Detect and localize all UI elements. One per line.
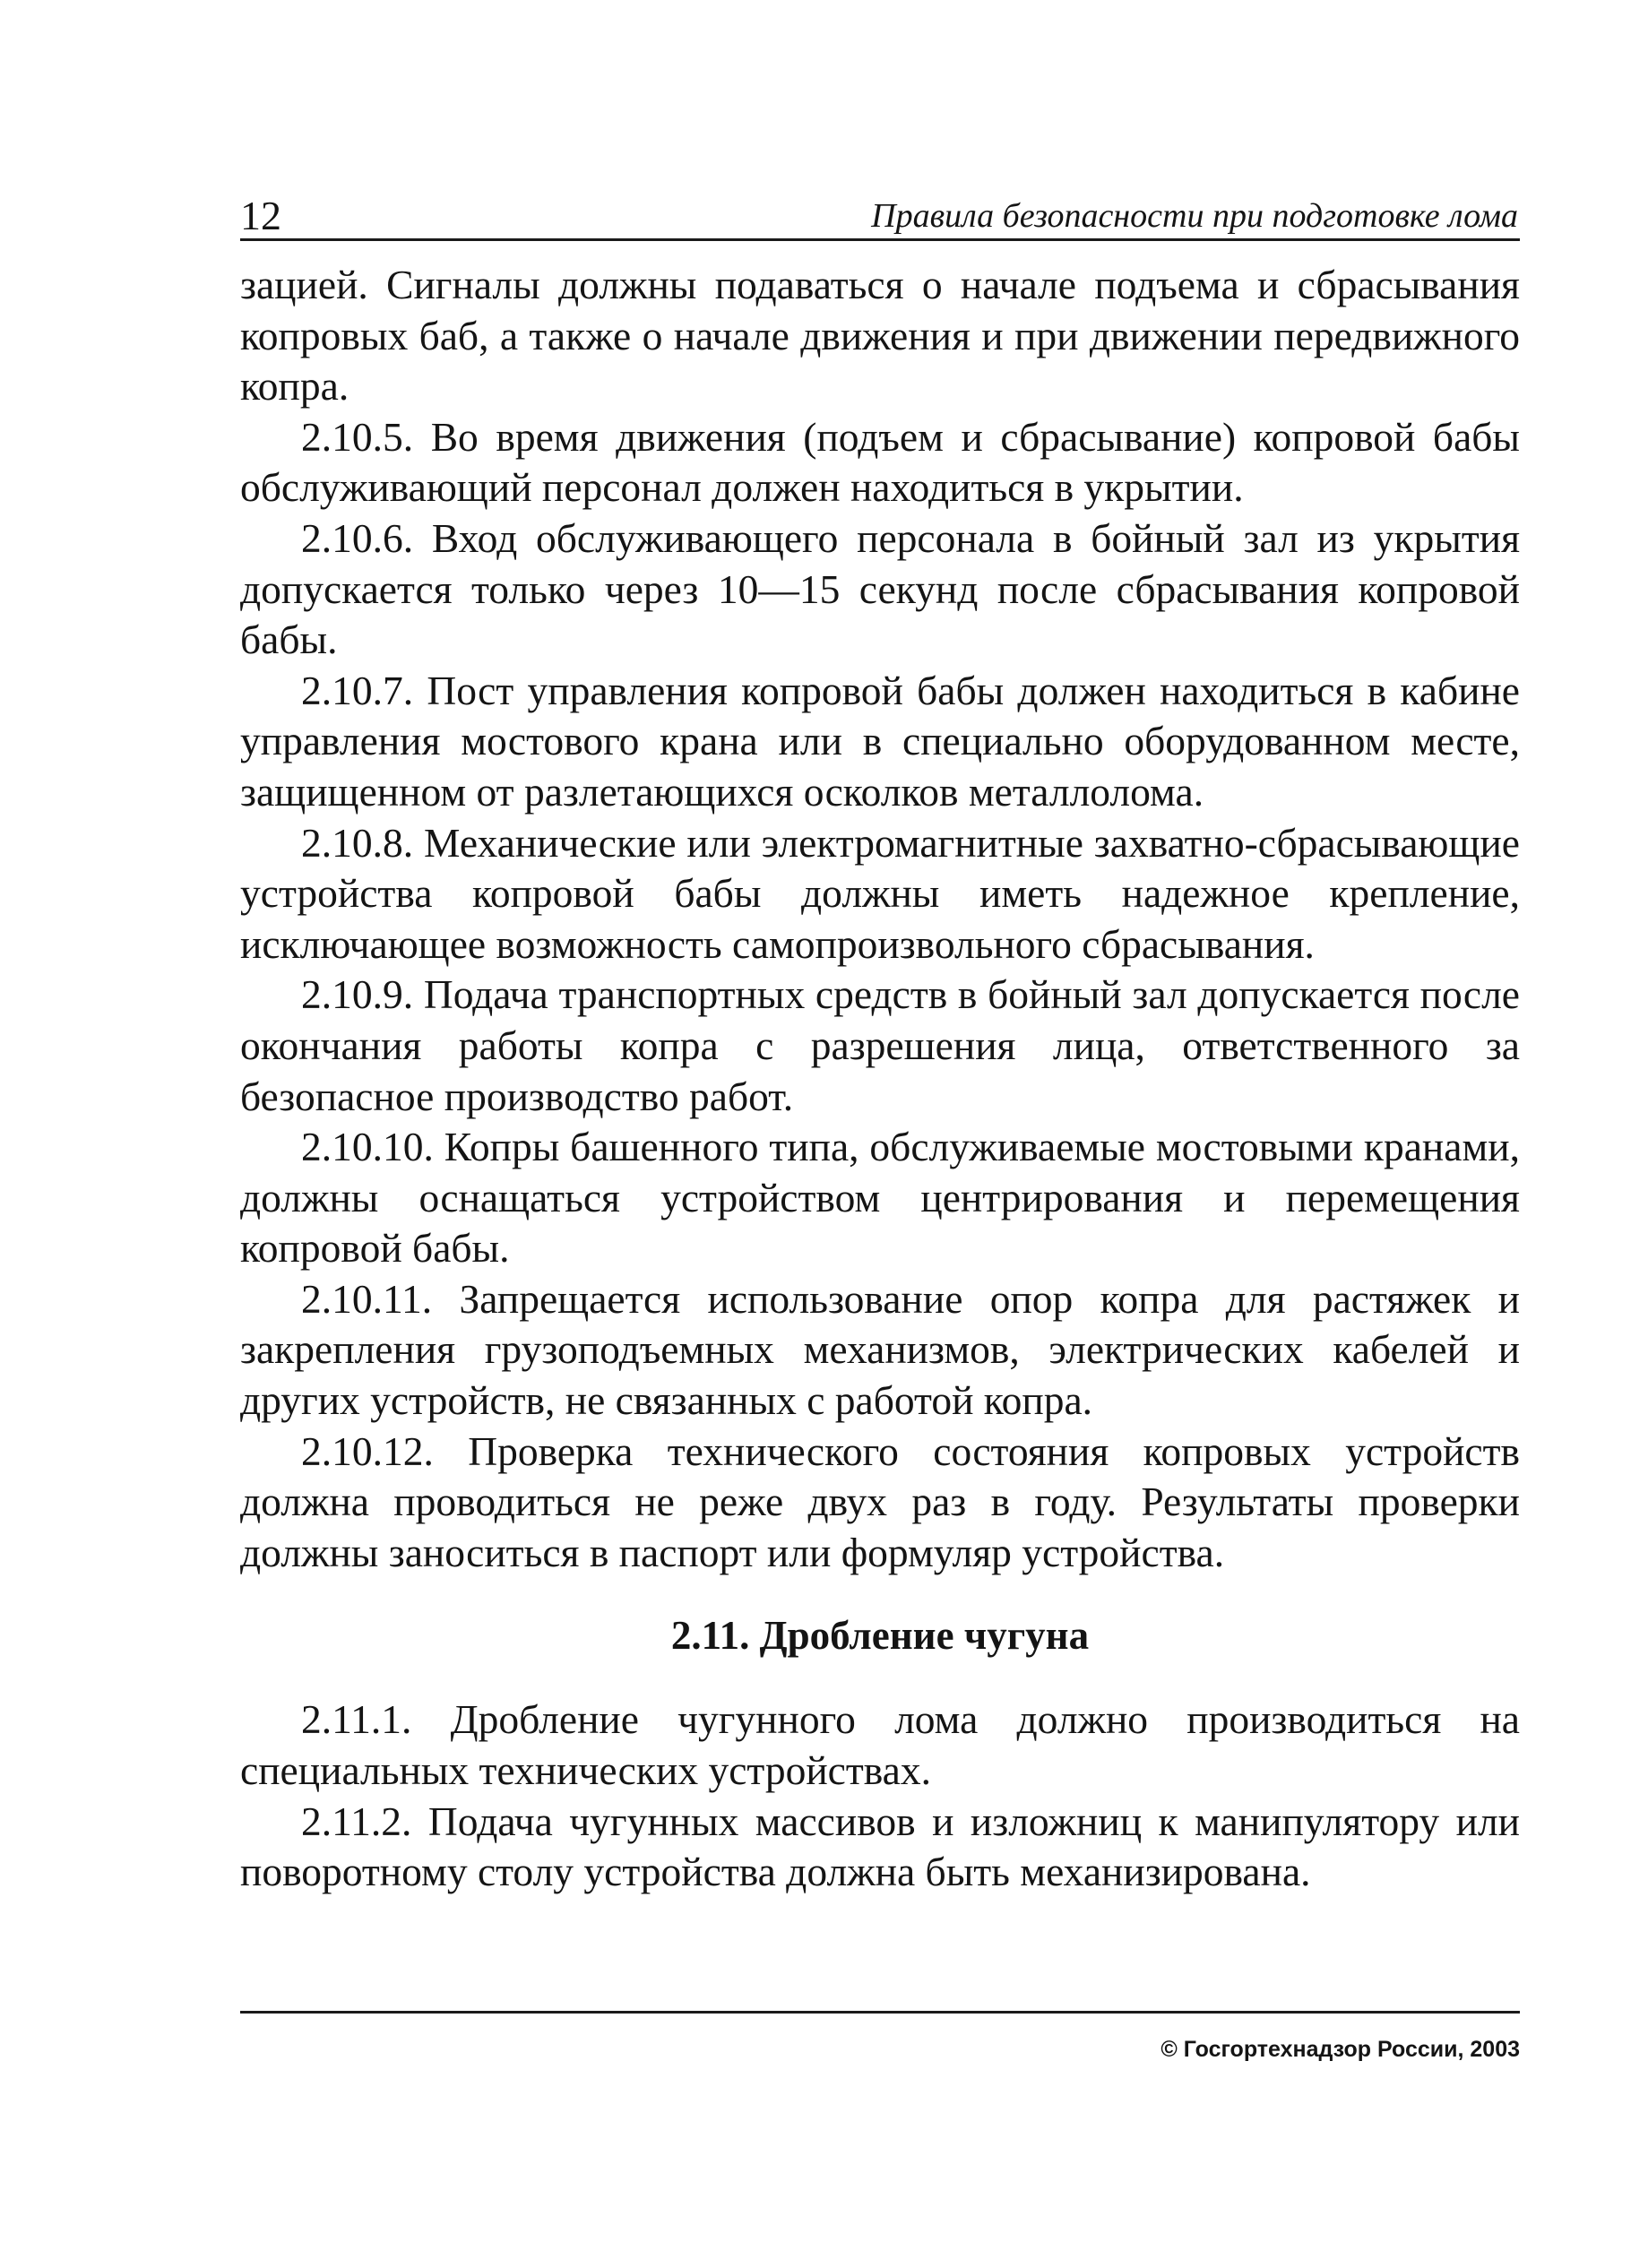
page-header [240, 190, 1520, 241]
page-number: 12 [240, 193, 281, 238]
page-footer [240, 2011, 1520, 2062]
paragraph-2-10-12: 2.10.12. Проверка технического состояния копровых устройств должна проводиться не реже двух раз в году. Результаты проверки должны заноситься в паспорт или формуляр устройства. [240, 1427, 1520, 1575]
paragraph-2-11-1: 2.11.1. Дробление чугунного лома должно производиться на специальных технических устройствах. [240, 1696, 1520, 1794]
paragraph-2-10-8: 2.10.8. Механические или электромагнитные захватно-сбрасывающие устройства копровой бабы должны иметь надежное крепление, исключающее возможность самопроизвольного сбрасывания. [240, 819, 1520, 967]
paragraph-2-10-10: 2.10.10. Копры башенного типа, обслуживаемые мостовыми кранами, должны оснащаться устройством центрирования и перемещения копровой бабы. [240, 1124, 1520, 1272]
paragraph-continuation: зацией. Сигналы должны подаваться о начале подъема и сбрасывания копровых баб, а также о начале движения и при движении передвижного копра. [240, 262, 1520, 410]
running-title: Правила безопасности при подготовке лома [871, 197, 1518, 235]
paragraph-2-11-2: 2.11.2. Подача чугунных массивов и изложниц к манипулятору или поворотному столу устройства должна быть механизирована. [240, 1798, 1520, 1895]
page-body [240, 260, 1520, 1898]
paragraph-2-10-6: 2.10.6. Вход обслуживающего персонала в бойный зал из укрытия допускается только через 10—15 секунд после сбрасывания копровой бабы. [240, 514, 1520, 663]
paragraph-2-10-9: 2.10.9. Подача транспортных средств в бойный зал допускается после окончания работы копра с разрешения лица, ответственного за безопасное производство работ. [240, 971, 1520, 1119]
paragraph-2-10-5: 2.10.5. Во время движения (подъем и сбрасывание) копровой бабы обслуживающий персонал должен находиться в укрытии. [240, 413, 1520, 511]
section-heading: 2.11. Дробление чугуна [670, 1613, 1090, 1659]
copyright-notice: © Госгортехнадзор России, 2003 [1161, 2037, 1520, 2062]
paragraph-2-10-11: 2.10.11. Запрещается использование опор копра для растяжек и закрепления грузоподъемных механизмов, электрических кабелей и других устройств, не связанных с работой копра. [240, 1275, 1520, 1424]
paragraph-2-10-7: 2.10.7. Пост управления копровой бабы должен находиться в кабине управления мостового крана или в специально оборудованном месте, защищенном от разлетающихся осколков металлолома. [240, 667, 1520, 815]
